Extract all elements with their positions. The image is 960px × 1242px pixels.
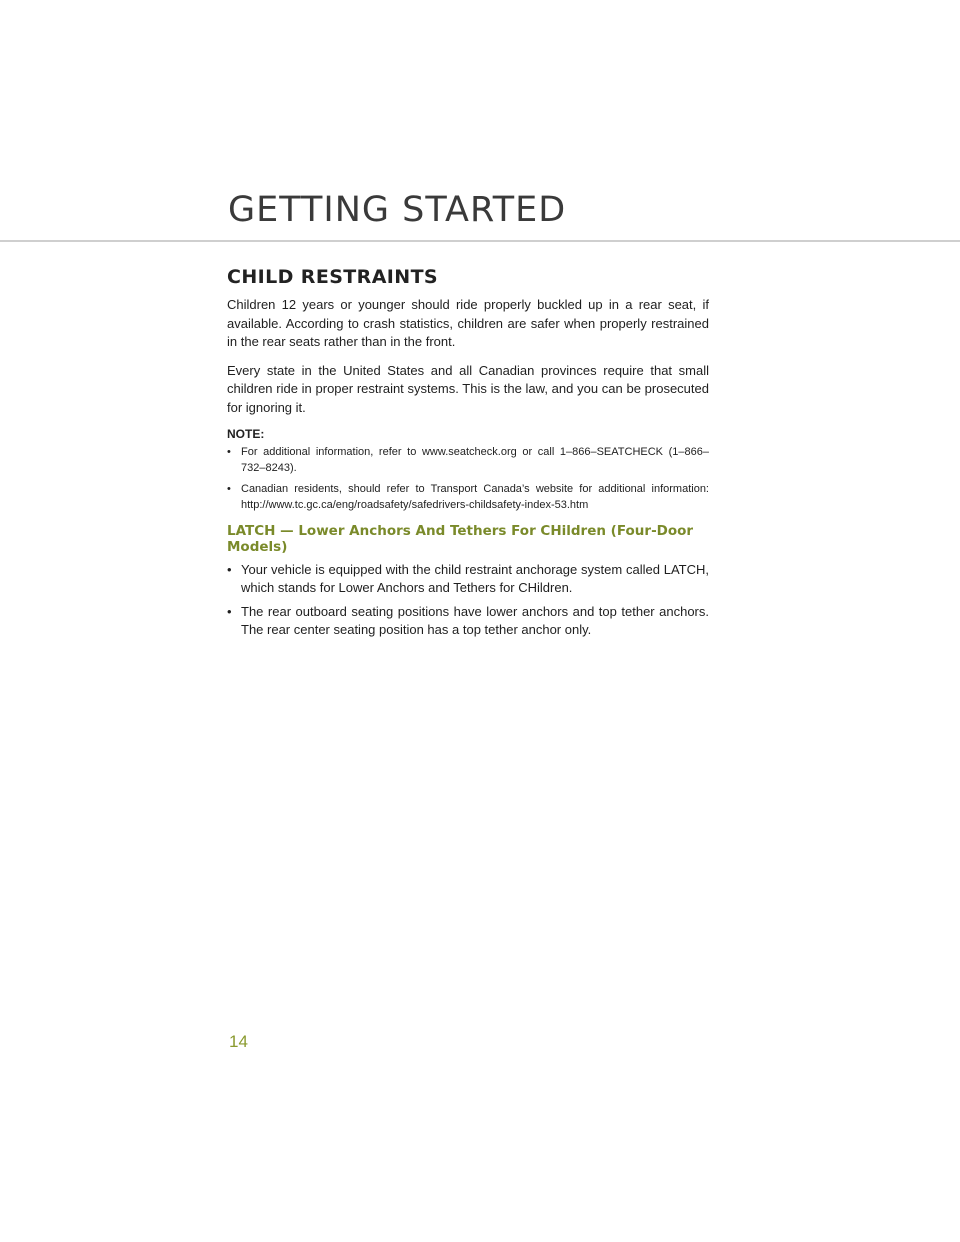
section-title: CHILD RESTRAINTS bbox=[227, 266, 439, 288]
note-item bbox=[227, 482, 709, 513]
bullet-icon: • bbox=[227, 483, 231, 495]
bullet-icon: • bbox=[227, 446, 231, 458]
latch-list bbox=[227, 561, 709, 639]
note-text: Canadian residents, should refer to Transport Canada’s website for additional information: http://www.tc.gc.ca/eng/roadsafety/safedrivers-childsafety-index-53.htm bbox=[241, 483, 709, 511]
note-text: For additional information, refer to www.seatcheck.org or call 1–866–SEATCHECK (1–866–732–8243). bbox=[241, 446, 709, 474]
bullet-icon: • bbox=[227, 604, 232, 619]
subsection-title: LATCH — Lower Anchors And Tethers For CHildren (Four-Door Models) bbox=[227, 523, 694, 555]
header-divider bbox=[0, 240, 960, 242]
page-number: 14 bbox=[229, 1032, 248, 1051]
main-content bbox=[227, 266, 709, 645]
note-item bbox=[227, 445, 709, 476]
page-header-title: GETTING STARTED bbox=[228, 190, 567, 230]
note-list bbox=[227, 445, 709, 513]
list-item-text: Your vehicle is equipped with the child restraint anchorage system called LATCH, which stands for Lower Anchors and Tethers for CHildren. bbox=[241, 562, 709, 595]
paragraph-2: Every state in the United States and all Canadian provinces require that small children ride in proper restraint systems. This is the law, and you can be prosecuted for ignoring it. bbox=[227, 362, 709, 415]
paragraph-1: Children 12 years or younger should ride properly buckled up in a rear seat, if available. According to crash statistics, children are safer when properly restrained in the rear seats rather than in the front. bbox=[227, 297, 709, 349]
list-item bbox=[227, 603, 709, 639]
list-item-text: The rear outboard seating positions have lower anchors and top tether anchors. The rear center seating position has a top tether anchor only. bbox=[241, 604, 709, 637]
list-item bbox=[227, 561, 709, 597]
bullet-icon: • bbox=[227, 562, 232, 577]
note-label: NOTE: bbox=[227, 427, 265, 441]
